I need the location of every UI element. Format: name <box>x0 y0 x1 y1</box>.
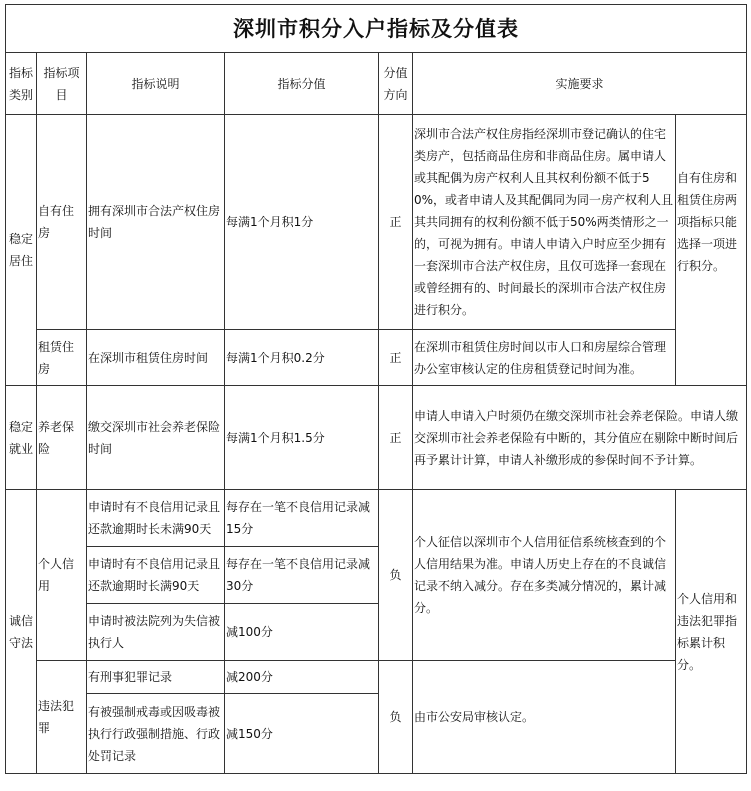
score-crime-2: 减150分 <box>225 694 379 774</box>
table-row <box>6 490 747 547</box>
desc-rent-house: 在深圳市租赁住房时间 <box>87 330 225 386</box>
desc-credit-3: 申请时被法院列为失信被执行人 <box>87 604 225 661</box>
requirement-crime: 由市公安局审核认定。 <box>413 661 676 774</box>
requirement-own-house: 深圳市合法产权住房指经深圳市登记确认的住宅类房产，包括商品住房和非商品住房。属申请人或其配偶为房产权利人且其权利份额不低于50%，或者申请人及其配偶同为同一房产权利人且其共同拥有的权利份额不低于50%两类情形之一的，可视为拥有。申请人申请入户时应至少拥有一套深圳市合法产权住房，且仅可选择一套现在或曾经拥有的、时间最长的深圳市合法产权住房进行积分。 <box>413 115 676 330</box>
score-crime-1: 减200分 <box>225 661 379 694</box>
requirement-rent-house: 在深圳市租赁住房时间以市人口和房屋综合管理办公室审核认定的住房租赁登记时间为准。 <box>413 330 676 386</box>
item-own-house: 自有住房 <box>37 115 87 330</box>
header-direction: 分值方向 <box>379 53 413 115</box>
table-row <box>6 386 747 490</box>
category-integrity: 诚信守法 <box>6 490 37 774</box>
table-row <box>6 330 747 386</box>
desc-crime-1: 有刑事犯罪记录 <box>87 661 225 694</box>
direction-pension: 正 <box>379 386 413 490</box>
header-category: 指标类别 <box>6 53 37 115</box>
header-desc: 指标说明 <box>87 53 225 115</box>
header-item: 指标项目 <box>37 53 87 115</box>
title-row <box>6 5 747 53</box>
note-integrity: 个人信用和违法犯罪指标累计积分。 <box>676 490 747 774</box>
score-credit-2: 每存在一笔不良信用记录减30分 <box>225 547 379 604</box>
category-stable-employment: 稳定就业 <box>6 386 37 490</box>
direction-rent-house: 正 <box>379 330 413 386</box>
header-score: 指标分值 <box>225 53 379 115</box>
score-own-house: 每满1个月积1分 <box>225 115 379 330</box>
item-pension: 养老保险 <box>37 386 87 490</box>
score-pension: 每满1个月积1.5分 <box>225 386 379 490</box>
requirement-pension: 申请人申请入户时须仍在缴交深圳市社会养老保险。申请人缴交深圳市社会养老保险有中断的，其分值应在剔除中断时间后再予累计计算，申请人补缴形成的参保时间不予计算。 <box>413 386 747 490</box>
table-row <box>6 115 747 330</box>
desc-credit-1: 申请时有不良信用记录且还款逾期时长未满90天 <box>87 490 225 547</box>
score-rent-house: 每满1个月积0.2分 <box>225 330 379 386</box>
item-credit: 个人信用 <box>37 490 87 661</box>
header-row <box>6 53 747 115</box>
page-title: 深圳市积分入户指标及分值表 <box>6 5 747 53</box>
item-crime: 违法犯罪 <box>37 661 87 774</box>
header-requirement: 实施要求 <box>413 53 747 115</box>
desc-pension: 缴交深圳市社会养老保险时间 <box>87 386 225 490</box>
category-stable-living: 稳定居住 <box>6 115 37 386</box>
requirement-credit: 个人征信以深圳市个人信用征信系统核查到的个人信用结果为准。申请人历史上存在的不良诚信记录不纳入减分。存在多类减分情况的，累计减分。 <box>413 490 676 661</box>
desc-crime-2: 有被强制戒毒或因吸毒被执行行政强制措施、行政处罚记录 <box>87 694 225 774</box>
desc-own-house: 拥有深圳市合法产权住房时间 <box>87 115 225 330</box>
points-table <box>5 4 747 774</box>
direction-own-house: 正 <box>379 115 413 330</box>
direction-credit: 负 <box>379 490 413 661</box>
direction-crime: 负 <box>379 661 413 774</box>
desc-credit-2: 申请时有不良信用记录且还款逾期时长满90天 <box>87 547 225 604</box>
table-row <box>6 661 747 694</box>
item-rent-house: 租赁住房 <box>37 330 87 386</box>
note-stable-living: 自有住房和租赁住房两项指标只能选择一项进行积分。 <box>676 115 747 386</box>
score-credit-3: 减100分 <box>225 604 379 661</box>
score-credit-1: 每存在一笔不良信用记录减15分 <box>225 490 379 547</box>
